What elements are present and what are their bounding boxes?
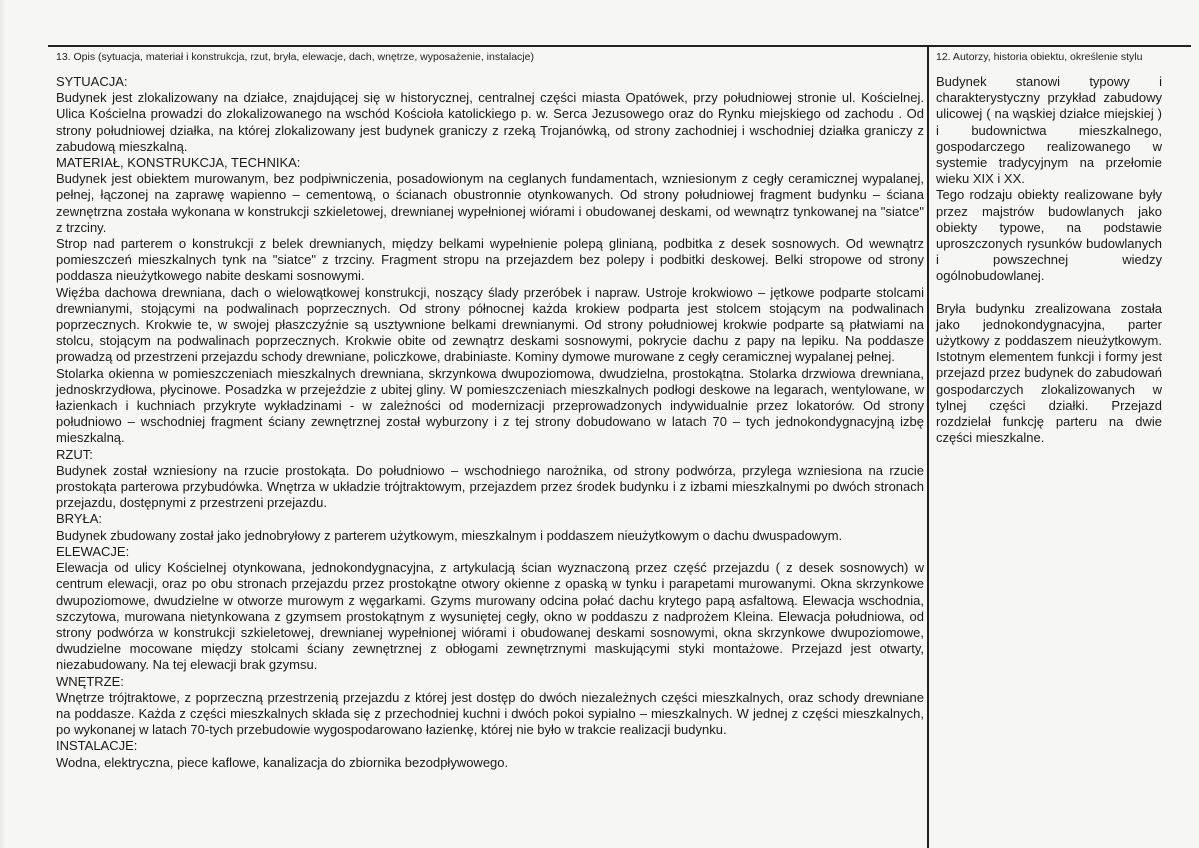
section-heading: RZUT: [56, 446, 93, 462]
section-heading: INSTALACJE: [56, 738, 138, 754]
section-heading: SYTUACJA: [56, 74, 128, 89]
section-paragraph: Wodna, elektryczna, piece kaflowe, kanalizacja do zbiornika bezodpływowego. [56, 754, 509, 770]
section-paragraph: Budynek zbudowany został jako jednobryłowy z parterem użytkowym, mieszkalnym i poddaszem nieużytkowym o dachu dwuspadowym. [56, 527, 843, 543]
description-column [56, 74, 924, 771]
description-header: 13. Opis (sytuacja, materiał i konstrukcja, rzut, bryła, elewacje, dach, wnętrze, wyposażenie, instalacje) [56, 51, 534, 63]
section-paragraph: Budynek został wzniesiony na rzucie prostokąta. Do południowo – wschodniego narożnika, od strony podwórza, przylega wzniesiona na rzucie prostokąta parterowa przybudówka. Wnętrza w układzie trójtraktowym, przejazdem przez środek budynku i z izbami mieszkalnymi po dwóch stronach przejazdu, dostępnymi z przestrzeni przejazdu. [56, 462, 924, 511]
section-paragraph: Więźba dachowa drewniana, dach o wielowątkowej konstrukcji, noszący ślady przeróbek i napraw. Ustroje krokwiowo – jętkowe podparte stolcami drewnianymi, stojącymi na podwalinach poprzecznych. Od strony północnej każda krokiew podparta jest stolcem stojącym na podwalinach poprzecznych. Krokwie te, w swojej płaszczyźnie są usztywnione belkami drewnianymi. Od strony południowej krokwie podparte są płatwiami na stolcu, stojącym na podwalinach poprzecznych. Krokwie obite od zewnątrz deskami sosnowymi, pokrycie dachu z papy na lepiku. Na poddasze prowadzą od przestrzeni przejazdu schody drewniane, policzkowe, drabiniaste. Kominy dymowe murowane z cegły ceramicznej wypalanej pełnej. [56, 284, 924, 365]
history-paragraph: Budynek stanowi typowy i charakterystyczny przykład zabudowy ulicowej ( na wąskiej działce miejskiej ) i budownictwa mieszkalnego, gospodarczego realizowanego w systemie tradycyjnym na przełomie wieku XIX i XX. [936, 74, 1162, 187]
section-paragraph: Strop nad parterem o konstrukcji z belek drewnianych, między belkami wypełnienie polepą glinianą, podbitka z desek sosnowych. Od wewnątrz pomieszczeń mieszkalnych tynk na "siatce" z trzciny. Fragment stropu na przejazdem bez polepy i podbitki deskowej. Belki stropowe od strony poddasza nieużytkowego nabite deskami sosnowymi. [56, 236, 924, 284]
section-heading: ELEWACJE: [56, 543, 130, 559]
section-heading: WNĘTRZE: [56, 673, 124, 689]
section-paragraph: Stolarka okienna w pomieszczeniach mieszkalnych drewniana, skrzynkowa dwupoziomowa, dwudzielna, prostokątna. Stolarka drzwiowa drewniana, jednoskrzydłowa, płycinowe. Posadzka w przejeździe z ubitej gliny. W pomieszczeniach mieszkalnych podłogi deskowe na legarach, wentylowane, w łazienkach i kuchniach przykryte wykładzinami - w zależności od modernizacji przeprowadzonych indywidualnie przez lokatorów. Od strony południowo – wschodniej fragment ściany zewnętrznej został wyburzony i z tej strony dobudowano w latach 70 – tych jednokondygnacyjną izbę mieszkalną. [56, 365, 924, 446]
section-paragraph: Elewacja od ulicy Kościelnej otynkowana, jednokondygnacyjna, z artykulacją ścian wyznaczoną przez część przejazdu ( z desek sosnowych) w centrum elewacji, oraz po obu stronach przejazdu przez prostokątne otwory okienne z opaską w tynku i parapetami murowanymi. Okna skrzynkowe dwupoziomowe, dwudzielne w otworze murowym z węgarkami. Gzyms murowany odcina połać dachu krytego papą asfaltową. Elewacja wschodnia, szczytowa, murowana nietynkowana z gzymsem prostokątnym z wysuniętej cegły, okno w poddaszu z nadprożem Kleina. Elewacja południowa, od strony podwórza w konstrukcji szkieletowej, drewnianej wypełnionej wiórami i obudowanej deskami sosnowymi, okna skrzynkowe dwupoziomowe, dwudzielne mocowane między stolcami ściany zewnętrznej z obłogami zewnętrznymi maskującymi styki montażowe. Przejazd jest otwarty, niezabudowany. Na tej elewacji brak gzymsu. [56, 560, 924, 673]
history-paragraph: Tego rodzaju obiekty realizowane były przez majstrów budowlanych jako obiekty typowe, na podstawie uproszczonych rysunków budowlanych i powszechnej wiedzy ogólnobudowlanej. [936, 187, 1162, 284]
top-rule [48, 45, 1191, 47]
authors-header: 12. Autorzy, historia obiektu, określenie stylu [936, 51, 1143, 63]
section-paragraph: Wnętrze trójtraktowe, z poprzeczną przestrzenią przejazdu z której jest dostęp do dwóch niezależnych części mieszkalnych, oraz schody drewniane na poddasze. Każda z części mieszkalnych składa się z przechodniej kuchni i dwóch pokoi sypialno – mieszkalnych. W jednej z części mieszkalnych, po wykonanej w latach 70-tych przebudowie wygospodarowano łazienkę, której nie było w trakcie realizacji budynku. [56, 689, 924, 738]
history-paragraph: Bryła budynku zrealizowana została jako jednokondygnacyjna, parter użytkowy z poddaszem nieużytkowym. Istotnym elementem funkcji i formy jest przejazd przez budynek do zabudowań gospodarczych zlokalizowanych w tylnej części działki. Przejazd rozdzielał funkcję parteru na dwie części mieszkalne. [936, 300, 1162, 446]
section-paragraph: Budynek jest zlokalizowany na działce, znajdującej się w historycznej, centralnej części miasta Opatówek, przy południowej stronie ul. Kościelnej. Ulica Kościelna prowadzi do zlokalizowanego na wschód Kościoła katolickiego p. w. Serca Jezusowego oraz do Rynku miejskiego od zachodu . Od strony południowej działka, na której zlokalizowany jest budynek graniczy z rzeką Trojanówką, od strony zachodniej i wschodniej działka graniczy z zabudową mieszkalną. [56, 90, 924, 154]
section-heading: MATERIAŁ, KONSTRUKCJA, TECHNIKA: [56, 155, 301, 171]
section-heading: BRYŁA: [56, 511, 103, 527]
authors-column [936, 74, 1162, 446]
column-divider [927, 45, 929, 848]
section-paragraph: Budynek jest obiektem murowanym, bez podpiwniczenia, posadowionym na ceglanych fundamentach, wzniesionym z cegły ceramicznej wypalanej, pełnej, łączonej na zaprawę wapienno – cementową, o ścianach obustronnie otynkowanych. Od strony południowej fragment budynku – ściana zewnętrzna została wykonana w konstrukcji szkieletowej, drewnianej wypełnionej wiórami i obudowanej deskami, od wewnątrz tynkowanej na "siatce" z trzciny. [56, 171, 924, 235]
